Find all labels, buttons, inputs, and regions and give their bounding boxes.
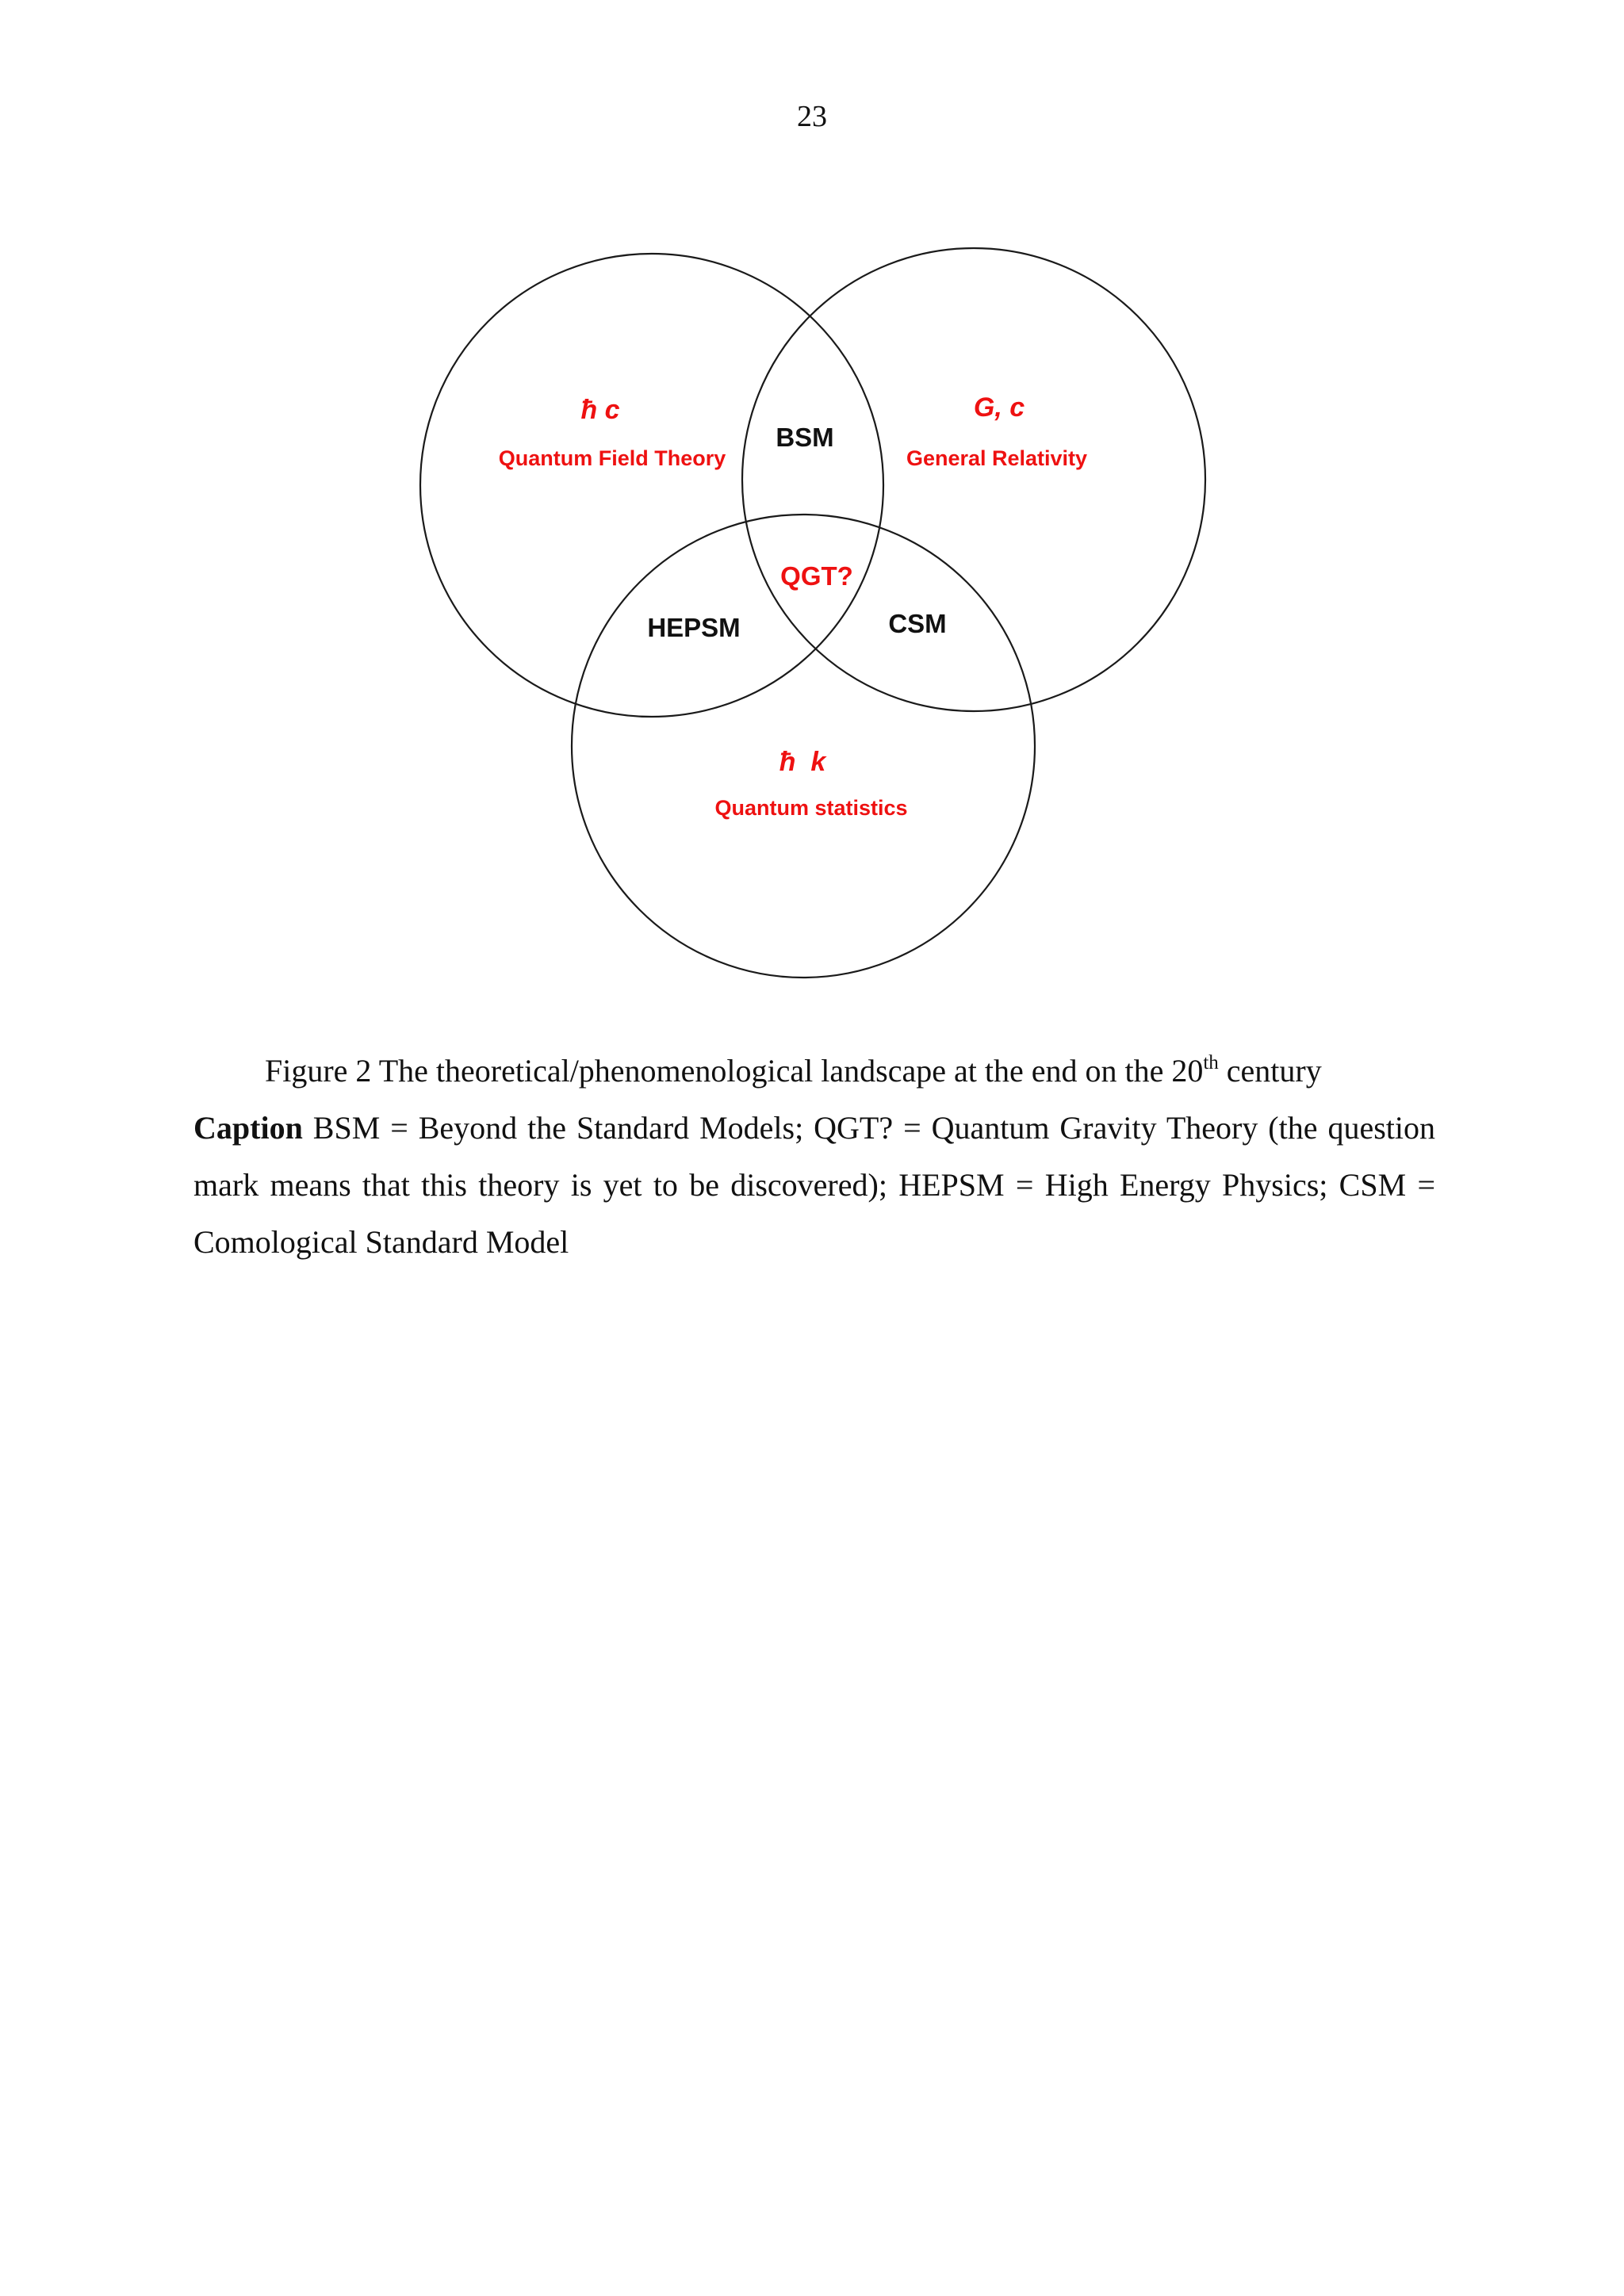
figure-superscript: th [1203, 1052, 1219, 1073]
qs-label: Quantum statistics [714, 796, 908, 820]
caption-label: Caption [193, 1110, 303, 1146]
qft-label: Quantum Field Theory [498, 446, 726, 470]
qs-constants: ħ k [779, 747, 826, 777]
overlap-qgt: QGT? [780, 561, 853, 591]
figure-title-tail: century [1218, 1053, 1322, 1089]
caption-text [193, 1100, 1435, 1271]
caption-body: BSM = Beyond the Standard Models; QGT? = Quantum Gravity Theory (the question mark means that this theory is yet to be discovered); HEPSM = High Energy Physics; CSM = Comological Standard Model [193, 1110, 1435, 1260]
overlap-csm: CSM [888, 609, 947, 638]
page-number: 23 [797, 100, 827, 133]
gr-label: General Relativity [906, 446, 1088, 470]
overlap-hepsm: HEPSM [647, 613, 741, 642]
qft-constants: ħ c [580, 395, 620, 425]
gr-constants: G, c [973, 392, 1025, 423]
venn-diagram [0, 0, 1624, 1031]
overlap-bsm: BSM [776, 423, 834, 452]
figure-title [193, 1043, 1435, 1100]
figure-caption [193, 1043, 1435, 1271]
figure-label: Figure 2 The theoretical/phenomenological landscape at the end on the 20 [265, 1053, 1204, 1089]
